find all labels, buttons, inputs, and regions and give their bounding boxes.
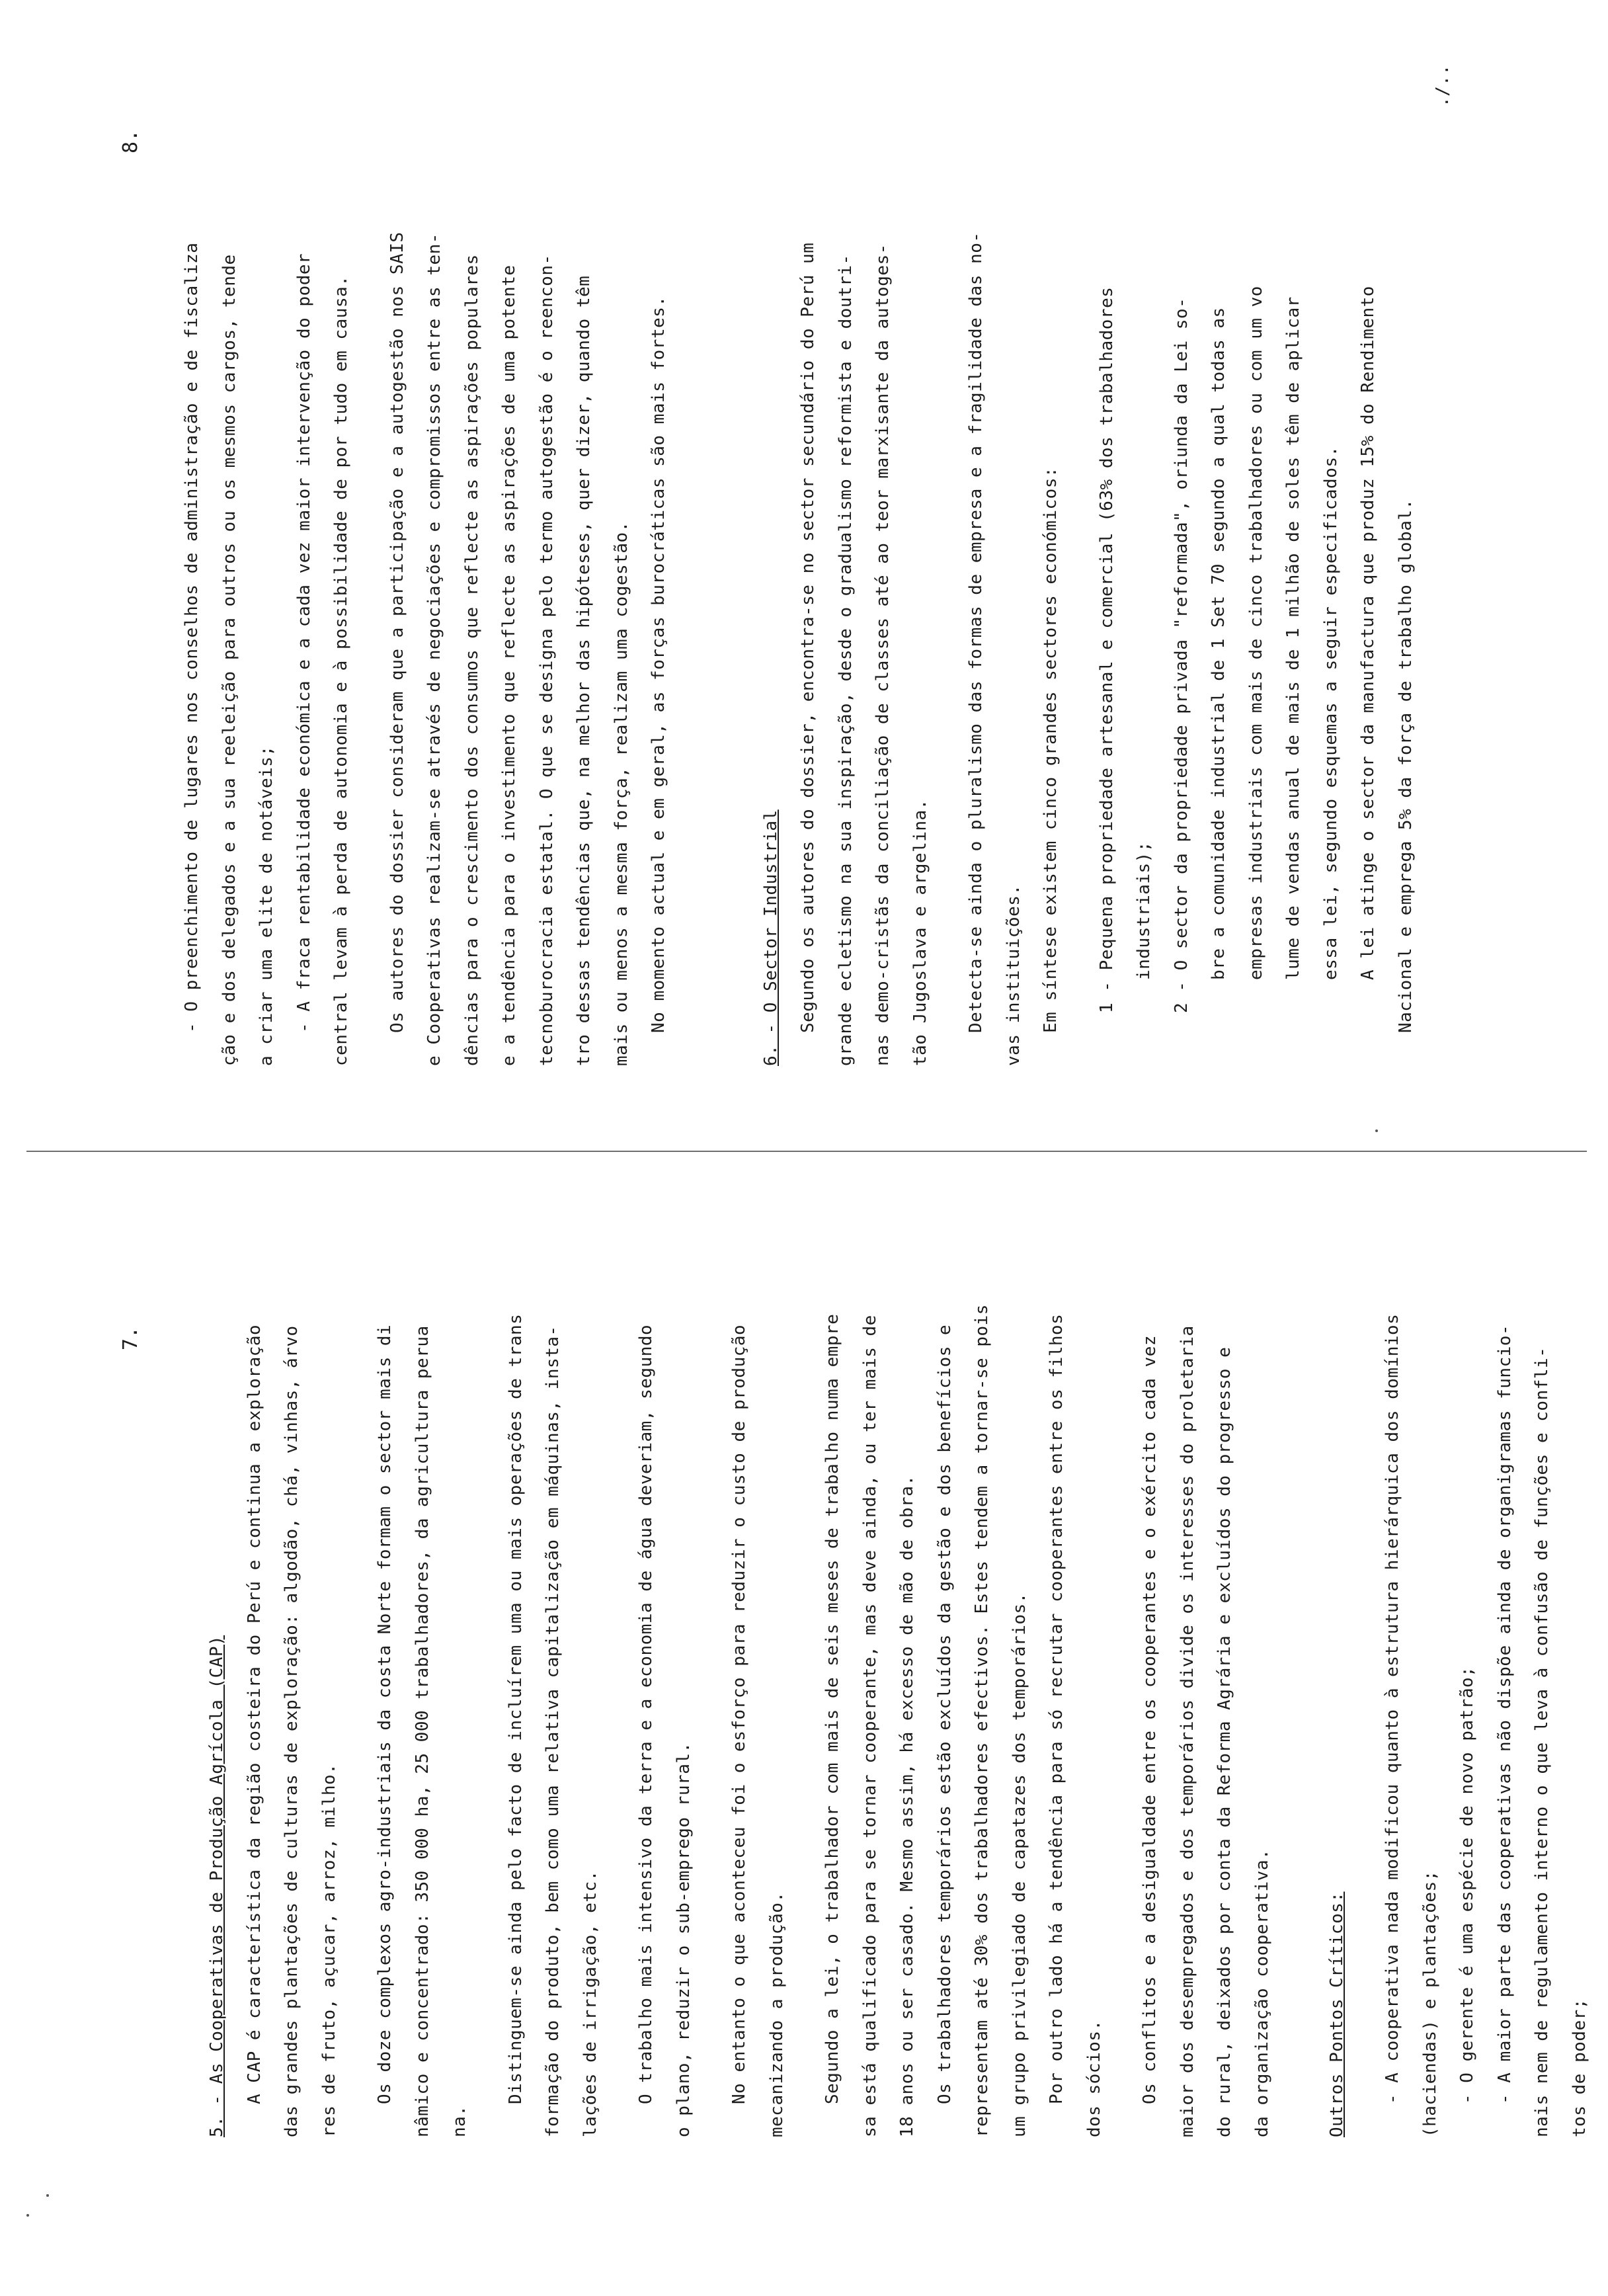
text-line: lações de irrigação, etc.	[580, 1870, 600, 2137]
page-number: 8.	[119, 129, 142, 153]
text-line: Em síntese existem cinco grandes sectores económicos:	[1041, 466, 1061, 1033]
text-line: formação do produto, bem como uma relativa capitalização em máquinas, insta-	[543, 1325, 563, 2137]
text-line: A CAP é característica da região costeira do Perú e continua a exploração	[244, 1324, 264, 2104]
page-body	[198, 1304, 1598, 2137]
continuation-mark: ./..	[1433, 64, 1453, 107]
page-body	[173, 64, 1462, 1066]
page-number: 7.	[119, 1326, 142, 1350]
text-line: ção e dos delegados e a sua reeleição para outros ou os mesmos cargos, tende	[219, 254, 239, 1066]
text-line: O trabalho mais intensivo da terra e a economia de água deveriam, segundo	[636, 1324, 656, 2104]
text-line: a criar uma elite de notáveis;	[257, 745, 276, 1066]
text-line: o plano, reduzir o sub-emprego rural.	[673, 1742, 694, 2137]
text-line: 18 anos ou ser casado. Mesmo assim, há excesso de mão de obra.	[897, 1475, 917, 2137]
scan-speck	[26, 2214, 29, 2217]
text-line: bre a comunidade industrial de 1 Set 70 segundo a qual todas as	[1209, 307, 1228, 980]
text-line: tão Jugoslava e argelina.	[910, 799, 930, 1066]
text-line: 1 - Pequena propriedade artesanal e comercial (63% dos trabalhadores	[1096, 286, 1117, 1013]
text-line: Os doze complexos agro-industriais da costa Norte formam o sector mais di	[375, 1324, 395, 2104]
text-line: - A cooperativa nada modificou quanto à estrutura hierárquica dos domínios	[1383, 1313, 1402, 2104]
text-line: - O preenchimento de lugares nos conselhos de administração e de fiscaliza	[182, 242, 202, 1033]
page-fold-line	[26, 1151, 1587, 1152]
text-line: maior dos desempregados e dos temporários divide os interesses do proletaria	[1177, 1325, 1197, 2137]
text-line: Distinguem-se ainda pelo facto de incluírem uma ou mais operações de trans	[505, 1313, 526, 2104]
text-line: e Cooperativas realizam-se através de negociações e compromissos entre as ten-	[424, 233, 444, 1066]
text-line: um grupo privilegiado de capatazes dos temporários.	[1009, 1592, 1029, 2137]
text-line: nas demo-cristãs da conciliação de classes até ao teor marxisante da autoges-	[873, 243, 893, 1066]
text-line: do rural, deixados por conta da Reforma Agrária e excluídos do progresso e	[1215, 1346, 1234, 2137]
text-line: dências para o crescimento dos consumos que reflecte as aspirações populares	[462, 254, 482, 1066]
text-line: Segundo a lei, o trabalhador com mais de seis meses de trabalho numa empre	[823, 1313, 842, 2104]
page-7	[0, 1185, 1608, 2296]
text-line: nais nem de regulamento interno o que leva à confusão de funções e confli-	[1532, 1346, 1552, 2137]
scan-speck	[46, 2194, 49, 2197]
section-title: 6. - O Sector Industrial	[760, 809, 781, 1066]
text-line: Por outro lado há a tendência para só recrutar cooperantes entre os filhos	[1047, 1313, 1066, 2104]
text-line: Os conflitos e a desigualdade entre os cooperantes e o exército cada vez	[1140, 1334, 1160, 2104]
text-line: Os autores do dossier consideram que a participação e a autogestão nos SAIS	[387, 231, 407, 1033]
text-line: A lei atinge o sector da manufactura que produz 15% do Rendimento	[1358, 286, 1378, 980]
text-line: representam até 30% dos trabalhadores efectivos. Estes tendem a tornar-se pois	[972, 1304, 992, 2137]
text-line: essa lei, segundo esquemas a seguir especificados.	[1320, 446, 1341, 980]
text-line: Nacional e emprega 5% da força de trabalho global.	[1395, 499, 1416, 1033]
subsection-title: Outros Pontos Críticos:	[1326, 1891, 1347, 2137]
text-line: na.	[450, 2105, 469, 2137]
text-line: tos de poder;	[1569, 1998, 1589, 2137]
text-line: e a tendência para o investimento que reflecte as aspirações de uma potente	[499, 265, 519, 1066]
text-line: mecanizando a produção.	[766, 1891, 787, 2137]
text-line: sa está qualificado para se tornar cooperante, mas deve ainda, ou ter mais de	[860, 1315, 880, 2137]
text-line: Detecta-se ainda o pluralismo das formas de empresa e a fragilidade das no-	[966, 231, 986, 1033]
section-title: 5. - As Cooperativas de Produção Agrícola (CAP)	[207, 1635, 227, 2137]
text-line: tecnoburocracia estatal. O que se designa pelo termo autogestão é o reencon-	[536, 254, 557, 1066]
scan-speck	[1375, 1129, 1378, 1132]
text-line: No momento actual e em geral, as forças burocráticas são mais fortes.	[649, 296, 668, 1033]
text-line: No entanto o que aconteceu foi o esforço para reduzir o custo de produção	[729, 1324, 749, 2104]
text-line: central levam à perda de autonomia e à possibilidade de por tudo em causa.	[331, 275, 351, 1066]
text-line: Segundo os autores do dossier, encontra-se no sector secundário do Perú um	[798, 242, 818, 1033]
text-line: empresas industriais com mais de cinco trabalhadores ou com um vo	[1246, 286, 1266, 980]
text-line: lume de vendas anual de mais de 1 milhão de soles têm de aplicar	[1283, 296, 1303, 980]
text-line: 2 - O sector da propriedade privada "reformada", oriunda da Lei so-	[1171, 297, 1191, 1013]
text-line: mais ou menos a mesma força, realizam uma cogestão.	[611, 521, 631, 1066]
text-line: Os trabalhadores temporários estão excluídos da gestão e dos benefícios e	[934, 1324, 955, 2104]
text-line: (haciendas) e plantações;	[1420, 1870, 1440, 2137]
text-line: - A fraca rentabilidade económica e a cada vez maior intervenção do poder	[294, 253, 314, 1033]
page-8	[0, 0, 1608, 1106]
text-line: grande ecletismo na sua inspiração, desde o gradualismo reformista e doutri-	[835, 254, 856, 1066]
text-line: das grandes plantações de culturas de exploração: algodão, chá, vinhas, árvo	[282, 1325, 302, 2137]
text-line: vas instituições.	[1003, 884, 1024, 1066]
text-line: - A maior parte das cooperativas não dispõe ainda de organigramas funcio-	[1494, 1324, 1515, 2104]
text-line: dos sócios.	[1084, 2020, 1104, 2137]
text-line: nâmico e concentrado: 350 000 ha, 25 000 trabalhadores, da agricultura perua	[412, 1325, 432, 2137]
text-line: res de fruto, açucar, arroz, milho.	[319, 1763, 339, 2137]
text-line: tro dessas tendências que, na melhor das hipóteses, quer dizer, quando têm	[574, 275, 594, 1066]
text-line: da organização cooperativa.	[1252, 1848, 1272, 2137]
text-line: - O gerente é uma espécie de novo patrão;	[1457, 1666, 1477, 2104]
text-line: industriais);	[1134, 841, 1154, 980]
